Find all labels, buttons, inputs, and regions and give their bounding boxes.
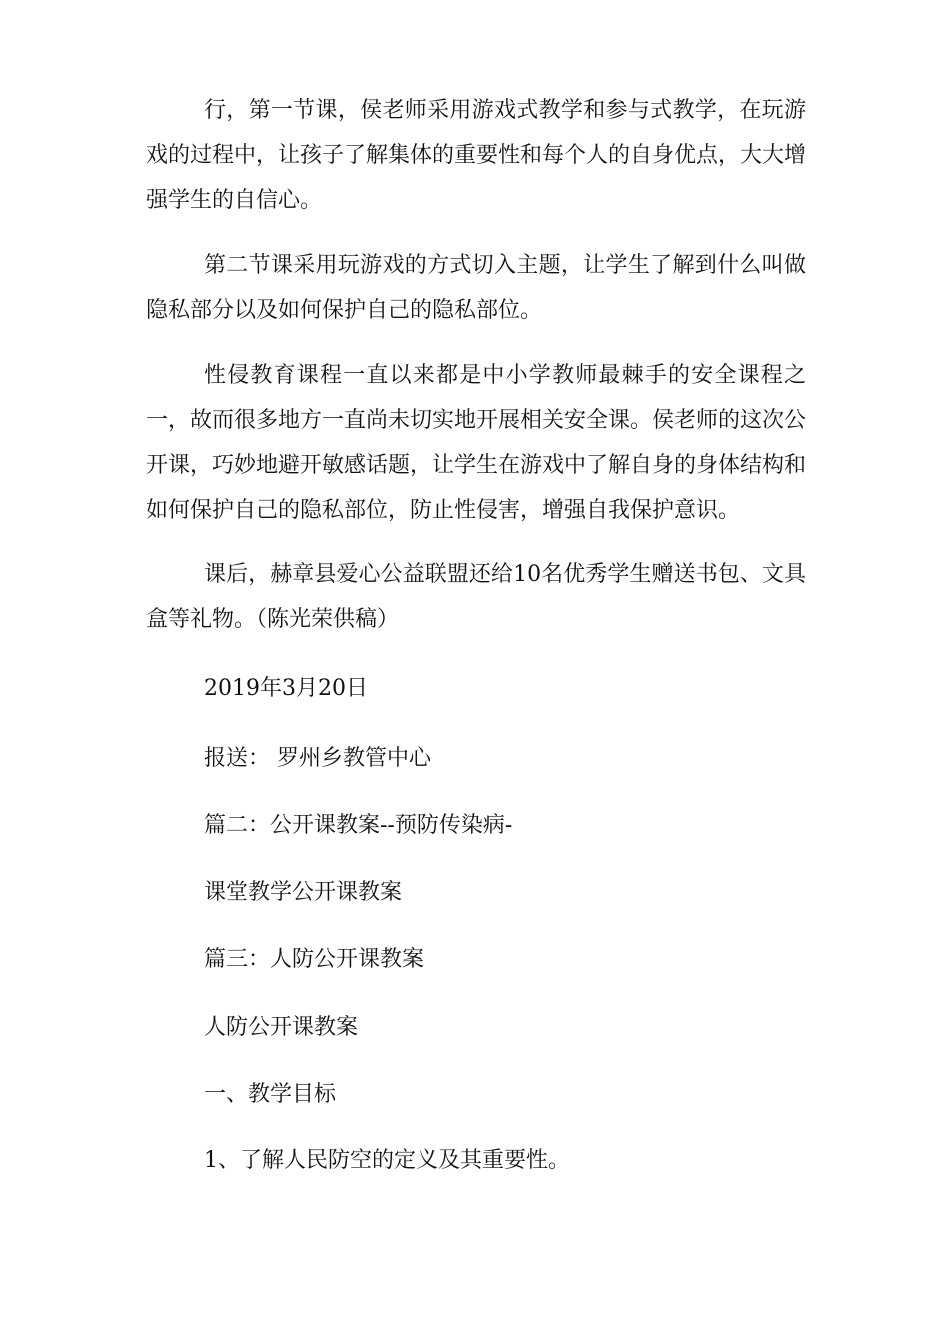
section-three-heading: 篇三：人防公开课教案 [204, 947, 425, 972]
report-recipient: 报送： 罗州乡教管中心 [204, 746, 431, 771]
section-two-title: 课堂教学公开课教案 [204, 880, 403, 905]
paragraph-second-lesson: 第二节课采用玩游戏的方式切入主题，让学生了解到什么叫做隐私部分以及如何保护自己的隐私部位。 [146, 253, 806, 323]
section-two-heading: 篇二：公开课教案--预防传染病- [204, 813, 513, 838]
paragraph-after-class: 课后，赫章县爱心公益联盟还给10名优秀学生赠送书包、文具盒等礼物。（陈光荣供稿） [146, 562, 806, 632]
paragraph-game-teaching: 行，第一节课，侯老师采用游戏式教学和参与式教学，在玩游戏的过程中，让孩子了解集体的重要性和每个人的自身优点，大大增强学生的自信心。 [146, 98, 807, 213]
section-three-title: 人防公开课教案 [204, 1015, 359, 1040]
paragraph-safety-course: 性侵教育课程一直以来都是中小学教师最棘手的安全课程之一，故而很多地方一直尚未切实地开展相关安全课。侯老师的这次公开课，巧妙地避开敏感话题，让学生在游戏中了解自身的身体结构和如何保护自己的隐私部位，防止性侵害，增强自我保护意识。 [146, 363, 807, 523]
objectives-heading: 一、教学目标 [204, 1082, 337, 1107]
objective-item-1: 1、了解人民防空的定义及其重要性。 [204, 1148, 570, 1173]
document-date: 2019年3月20日 [204, 676, 368, 701]
